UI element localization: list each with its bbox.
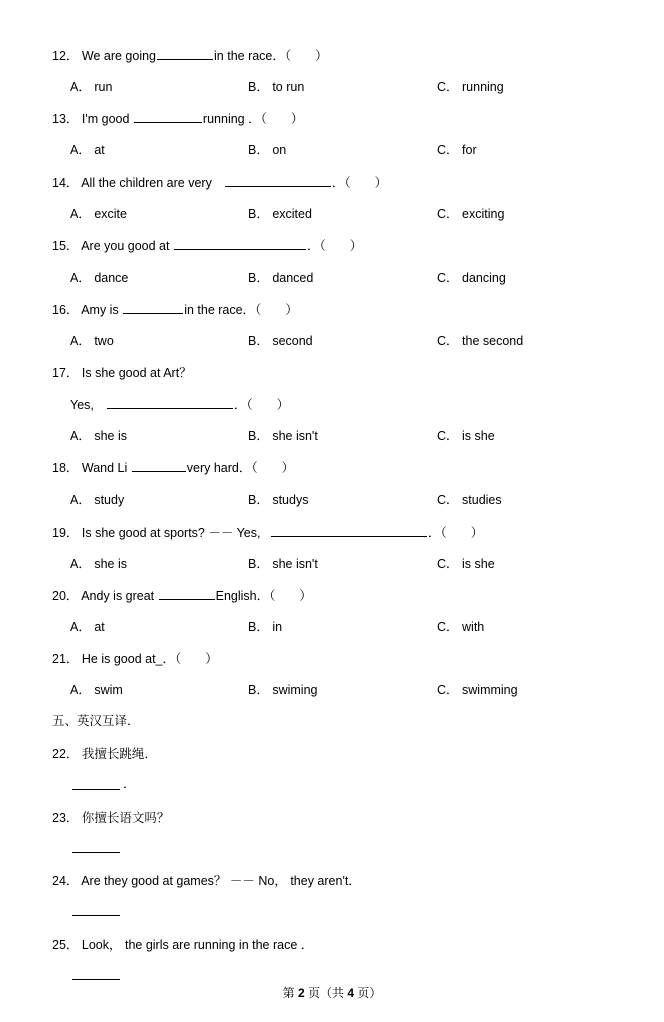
option-text: studys (272, 493, 309, 507)
question-25 (52, 937, 313, 953)
paren-close: ） (470, 526, 484, 540)
question-15 (52, 237, 362, 254)
question-number: 19． (52, 526, 79, 540)
option-letter: B． (248, 493, 269, 507)
option-letter: B． (248, 620, 269, 634)
option-text: run (94, 80, 113, 94)
option-letter: A． (70, 620, 91, 634)
option-letter: C． (437, 493, 459, 507)
answer-blank[interactable] (157, 47, 213, 60)
question-text: Andy is great (81, 589, 158, 603)
option-text: is she (462, 557, 495, 571)
translation-answer-blank[interactable] (72, 789, 120, 790)
option-text: she is (94, 557, 127, 571)
option-text: on (272, 143, 287, 157)
option-text: swimming (462, 683, 518, 697)
option-a[interactable] (70, 619, 105, 635)
option-text: the second (462, 334, 524, 348)
option-b[interactable] (248, 270, 313, 286)
question-17 (52, 365, 192, 381)
question-14 (52, 174, 387, 191)
question-13 (52, 110, 303, 127)
translation-answer-blank[interactable] (72, 852, 120, 853)
question-19 (52, 524, 483, 541)
question-text: Are they good at games？ －－ No， they aren't． (81, 874, 361, 888)
answer-blank[interactable] (134, 110, 202, 123)
option-letter: C． (437, 80, 459, 94)
option-b[interactable] (248, 333, 313, 349)
option-letter: C． (437, 207, 459, 221)
option-c[interactable] (437, 492, 502, 508)
question-text-tail: running ．（ (202, 112, 267, 126)
option-letter: C． (437, 557, 459, 571)
answer-blank[interactable] (174, 237, 306, 250)
question-22 (52, 746, 157, 762)
option-c[interactable] (437, 428, 495, 444)
answer-tail: ． (123, 777, 136, 791)
paren-close: ） (281, 461, 295, 475)
option-text: at (94, 620, 105, 634)
option-letter: B． (248, 557, 269, 571)
option-letter: B． (248, 334, 269, 348)
paren-close: ） (349, 239, 363, 253)
question-text: Amy is (81, 303, 123, 317)
paren-close: ） (276, 398, 290, 412)
option-letter: B． (248, 207, 269, 221)
question-number: 23． (52, 811, 79, 825)
footer-text: 页（共 (304, 986, 348, 1000)
option-text: excite (94, 207, 127, 221)
paren-close: ） (205, 652, 218, 666)
option-text: swim (94, 683, 123, 697)
option-text: she isn't (272, 429, 318, 443)
paren-close: ） (285, 303, 298, 317)
question-number: 14． (52, 176, 79, 190)
question-20 (52, 587, 312, 604)
option-b[interactable] (248, 619, 282, 635)
question-text-tail: ．（ (162, 652, 182, 666)
question-text-tail: in the race．（ (184, 303, 262, 317)
option-text: is she (462, 429, 495, 443)
option-text: second (272, 334, 313, 348)
option-letter: C． (437, 334, 459, 348)
question-text-tail: ．（ (331, 176, 351, 190)
question-text: All the children are very (81, 176, 212, 190)
paren-close: ） (290, 112, 304, 126)
option-c[interactable] (437, 619, 484, 635)
page-total: 4 (347, 986, 355, 1000)
option-letter: A． (70, 557, 91, 571)
question-23 (52, 810, 169, 826)
question-number: 16． (52, 303, 79, 317)
option-text: swiming (272, 683, 318, 697)
paren-close: ） (374, 176, 388, 190)
question-text: Look， the girls are running in the race ． (81, 938, 314, 952)
question-text-tail: in the race．（ (214, 49, 292, 63)
option-text: excited (272, 207, 312, 221)
paren-close: ） (315, 49, 328, 63)
option-letter: C． (437, 429, 459, 443)
question-text: 你擅长语文吗？ (81, 811, 170, 825)
answer-blank[interactable] (159, 587, 215, 600)
option-c[interactable] (437, 79, 504, 95)
option-text: dancing (462, 271, 506, 285)
option-text: dance (94, 271, 129, 285)
option-letter: A． (70, 207, 91, 221)
question-number: 13． (52, 112, 79, 126)
option-text: at (94, 143, 105, 157)
option-text: exciting (462, 207, 505, 221)
question-number: 17． (52, 366, 79, 380)
option-c[interactable] (437, 556, 495, 572)
option-a[interactable] (70, 492, 124, 508)
option-letter: B． (248, 683, 269, 697)
option-a[interactable] (70, 206, 127, 222)
option-text: with (462, 620, 485, 634)
question-text: We are going (81, 49, 157, 63)
question-24 (52, 873, 361, 889)
question-number: 15． (52, 239, 79, 253)
option-c[interactable] (437, 333, 523, 349)
section-heading: 五、英汉互译． (52, 714, 140, 728)
option-b[interactable] (248, 682, 317, 698)
question-17-answer-line (70, 396, 289, 413)
question-number: 20． (52, 589, 79, 603)
option-letter: B． (248, 143, 269, 157)
option-letter: A． (70, 493, 91, 507)
question-21 (52, 651, 218, 667)
option-a[interactable] (70, 270, 128, 286)
option-text: danced (272, 271, 314, 285)
option-letter: A． (70, 143, 91, 157)
answer-blank[interactable] (123, 301, 183, 314)
option-text: to run (272, 80, 305, 94)
question-number: 25． (52, 938, 79, 952)
option-b[interactable] (248, 79, 304, 95)
option-text: studies (462, 493, 502, 507)
option-a[interactable] (70, 333, 114, 349)
answer-blank[interactable] (271, 524, 427, 537)
page-footer (0, 985, 664, 1001)
option-text: she isn't (272, 557, 318, 571)
option-c[interactable] (437, 270, 506, 286)
option-b[interactable] (248, 492, 308, 508)
question-text: I'm good (81, 112, 133, 126)
question-text: 我擅长跳绳． (81, 747, 157, 761)
option-letter: B． (248, 429, 269, 443)
question-number: 22． (52, 747, 79, 761)
option-letter: C． (437, 271, 459, 285)
question-text: Are you good at (81, 239, 173, 253)
option-a[interactable] (70, 142, 105, 158)
question-number: 21． (52, 652, 79, 666)
question-text: Wand Li (81, 461, 131, 475)
option-a[interactable] (70, 428, 127, 444)
question-text: He is good at_ (81, 652, 163, 666)
option-b[interactable] (248, 142, 286, 158)
option-text: she is (94, 429, 127, 443)
question-text: Is she good at Art？ (81, 366, 192, 380)
option-text: running (462, 80, 504, 94)
translation-answer-blank[interactable] (72, 979, 120, 980)
option-letter: C． (437, 683, 459, 697)
question-subtext: Yes, (70, 398, 94, 412)
option-letter: A． (70, 334, 91, 348)
option-c[interactable] (437, 682, 518, 698)
option-b[interactable] (248, 428, 318, 444)
option-a[interactable] (70, 682, 123, 698)
option-letter: A． (70, 271, 91, 285)
question-text-tail: English．（ (215, 589, 276, 603)
option-text: for (462, 143, 477, 157)
question-text: Is she good at sports? －－ Yes, (81, 526, 264, 540)
option-letter: B． (248, 271, 269, 285)
option-text: in (272, 620, 283, 634)
option-b[interactable] (248, 556, 318, 572)
question-number: 12． (52, 49, 79, 63)
question-text-tail: ．（ (306, 239, 326, 253)
page-number: 2 (297, 986, 305, 1000)
option-a[interactable] (70, 556, 127, 572)
option-letter: A． (70, 683, 91, 697)
translation-answer-blank[interactable] (72, 915, 120, 916)
option-letter: C． (437, 620, 459, 634)
answer-blank[interactable] (107, 396, 233, 409)
option-letter: A． (70, 429, 91, 443)
question-16 (52, 301, 298, 318)
option-c[interactable] (437, 206, 504, 222)
option-c[interactable] (437, 142, 477, 158)
option-text: study (94, 493, 125, 507)
option-a[interactable] (70, 79, 112, 95)
question-12 (52, 47, 328, 64)
answer-blank[interactable] (132, 459, 186, 472)
question-text-tail: ．（ (427, 526, 447, 540)
question-text-tail: very hard．（ (186, 461, 258, 475)
paren-close: ） (299, 589, 312, 603)
question-text-tail: ．（ (233, 398, 253, 412)
option-letter: A． (70, 80, 91, 94)
question-number: 24． (52, 874, 79, 888)
option-text: two (94, 334, 114, 348)
footer-text: 第 (282, 986, 298, 1000)
option-letter: B． (248, 80, 269, 94)
option-letter: C． (437, 143, 459, 157)
footer-text: 页） (354, 986, 382, 1000)
question-18 (52, 459, 294, 476)
answer-blank[interactable] (225, 174, 331, 187)
question-number: 18． (52, 461, 79, 475)
option-b[interactable] (248, 206, 312, 222)
